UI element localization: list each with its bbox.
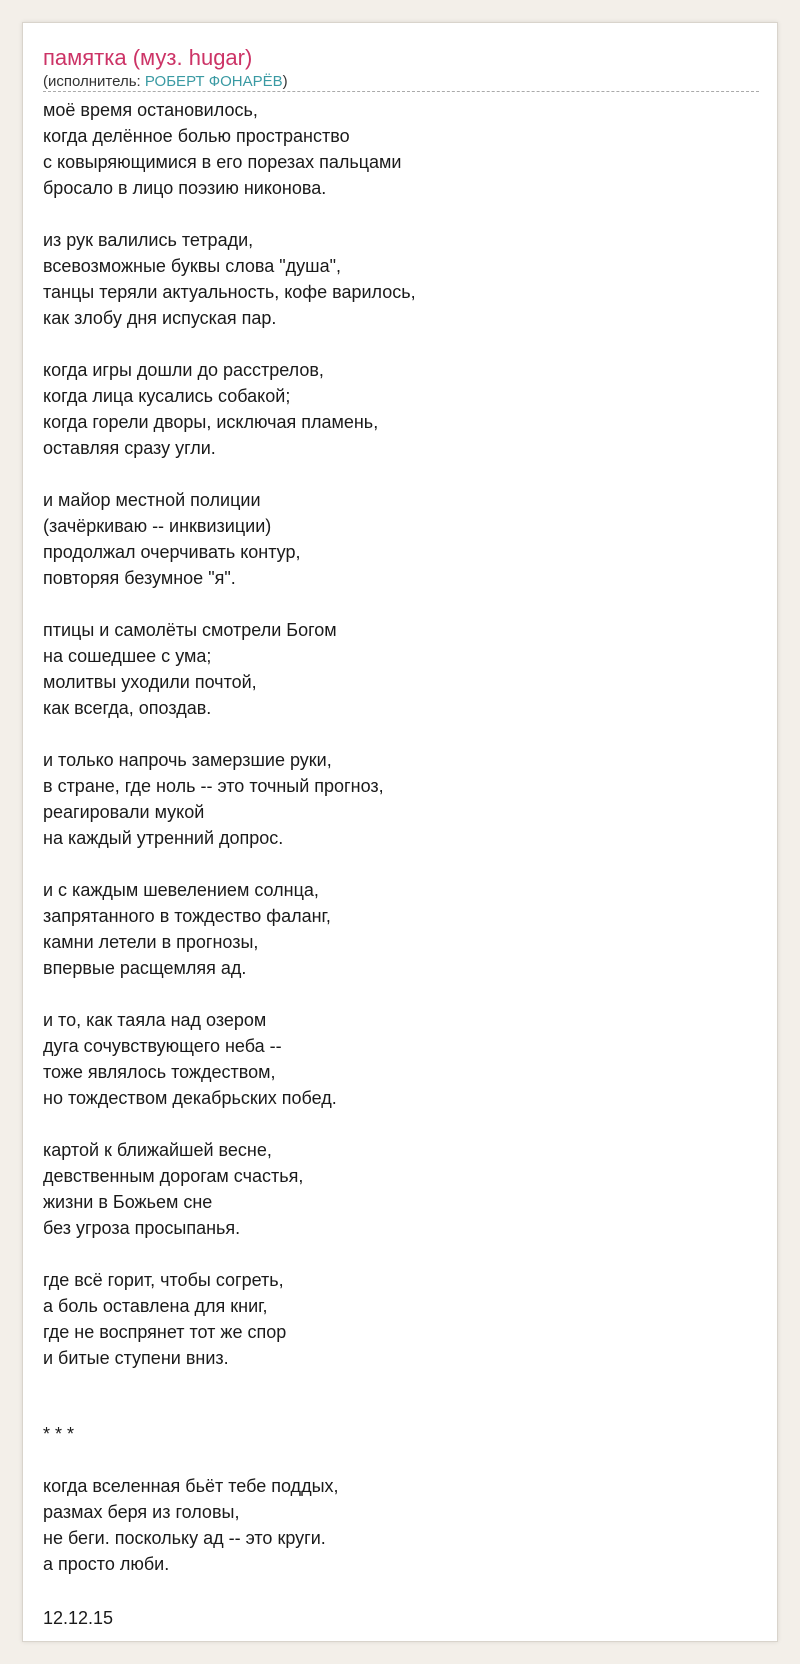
stanza bbox=[43, 747, 759, 851]
lyrics-text bbox=[43, 97, 759, 1631]
song-title: памятка (муз. hugar) bbox=[43, 45, 253, 70]
lyric-line: когда вселенная бьёт тебе поддых, bbox=[43, 1476, 339, 1496]
lyric-line: и битые ступени вниз. bbox=[43, 1348, 229, 1368]
lyric-line: (зачёркиваю -- инквизиции) bbox=[43, 516, 272, 536]
lyric-line: и майор местной полиции bbox=[43, 490, 261, 510]
lyric-line: без угроза просыпанья. bbox=[43, 1218, 241, 1238]
lyric-line: не беги. поскольку ад -- это круги. bbox=[43, 1528, 326, 1548]
lyric-line: как злобу дня испуская пар. bbox=[43, 308, 277, 328]
lyric-line: когда игры дошли до расстрелов, bbox=[43, 360, 324, 380]
stanza bbox=[43, 487, 759, 591]
lyric-line: жизни в Божьем сне bbox=[43, 1192, 213, 1212]
lyric-line: моё время остановилось, bbox=[43, 100, 258, 120]
stanza bbox=[43, 617, 759, 721]
lyric-line: на каждый утренний допрос. bbox=[43, 828, 284, 848]
stanza bbox=[43, 1007, 759, 1111]
lyric-line: где не воспрянет тот же спор bbox=[43, 1322, 287, 1342]
lyric-line: когда делённое болью пространство bbox=[43, 126, 350, 146]
lyric-line: но тождеством декабрьских побед. bbox=[43, 1088, 337, 1108]
lyric-line: реагировали мукой bbox=[43, 802, 205, 822]
lyric-line: когда лица кусались собакой; bbox=[43, 386, 291, 406]
lyric-line: всевозможные буквы слова "душа", bbox=[43, 256, 342, 276]
stanza-list bbox=[43, 97, 759, 1371]
lyric-line: камни летели в прогнозы, bbox=[43, 932, 259, 952]
stanza bbox=[43, 227, 759, 331]
stanza bbox=[43, 97, 759, 201]
lyric-line: бросало в лицо поэзию никонова. bbox=[43, 178, 327, 198]
lyric-line: птицы и самолёты смотрели Богом bbox=[43, 620, 337, 640]
lyrics-card bbox=[22, 22, 778, 1642]
song-header bbox=[43, 43, 759, 92]
stanza bbox=[43, 1137, 759, 1241]
lyric-line: с ковыряющимися в его порезах пальцами bbox=[43, 152, 402, 172]
final-stanza bbox=[43, 1473, 759, 1577]
lyric-line: повторяя безумное "я". bbox=[43, 568, 236, 588]
lyric-line: как всегда, опоздав. bbox=[43, 698, 212, 718]
performer-line bbox=[43, 73, 288, 91]
poem-date: 12.12.15 bbox=[43, 1608, 114, 1628]
stanza bbox=[43, 877, 759, 981]
lyric-line: и то, как таяла над озером bbox=[43, 1010, 267, 1030]
lyric-line: когда горели дворы, исключая пламень, bbox=[43, 412, 379, 432]
lyric-line: и с каждым шевелением солнца, bbox=[43, 880, 319, 900]
lyric-line: где всё горит, чтобы согреть, bbox=[43, 1270, 284, 1290]
lyric-line: молитвы уходили почтой, bbox=[43, 672, 257, 692]
lyric-line: продолжал очерчивать контур, bbox=[43, 542, 301, 562]
stanza bbox=[43, 1267, 759, 1371]
lyric-line: картой к ближайшей весне, bbox=[43, 1140, 272, 1160]
lyric-line: дуга сочувствующего неба -- bbox=[43, 1036, 282, 1056]
lyric-line: оставляя сразу угли. bbox=[43, 438, 216, 458]
lyric-line: и только напрочь замерзшие руки, bbox=[43, 750, 332, 770]
stanza-separator: * * * bbox=[43, 1424, 75, 1444]
lyric-line: а просто люби. bbox=[43, 1554, 170, 1574]
performer-label: (исполнитель: bbox=[43, 73, 145, 90]
performer-link[interactable]: РОБЕРТ ФОНАРЁВ bbox=[144, 73, 283, 90]
lyric-line: тоже являлось тождеством, bbox=[43, 1062, 276, 1082]
stanza bbox=[43, 357, 759, 461]
lyric-line: в стране, где ноль -- это точный прогноз, bbox=[43, 776, 384, 796]
lyric-line: размах беря из головы, bbox=[43, 1502, 240, 1522]
lyric-line: девственным дорогам счастья, bbox=[43, 1166, 304, 1186]
lyric-line: запрятанного в тождество фаланг, bbox=[43, 906, 331, 926]
lyric-line: танцы теряли актуальность, кофе варилось, bbox=[43, 282, 416, 302]
lyric-line: из рук валились тетради, bbox=[43, 230, 254, 250]
lyric-line: а боль оставлена для книг, bbox=[43, 1296, 268, 1316]
performer-close: ) bbox=[282, 73, 288, 90]
lyric-line: впервые расщемляя ад. bbox=[43, 958, 247, 978]
lyric-line: на сошедшее с ума; bbox=[43, 646, 212, 666]
